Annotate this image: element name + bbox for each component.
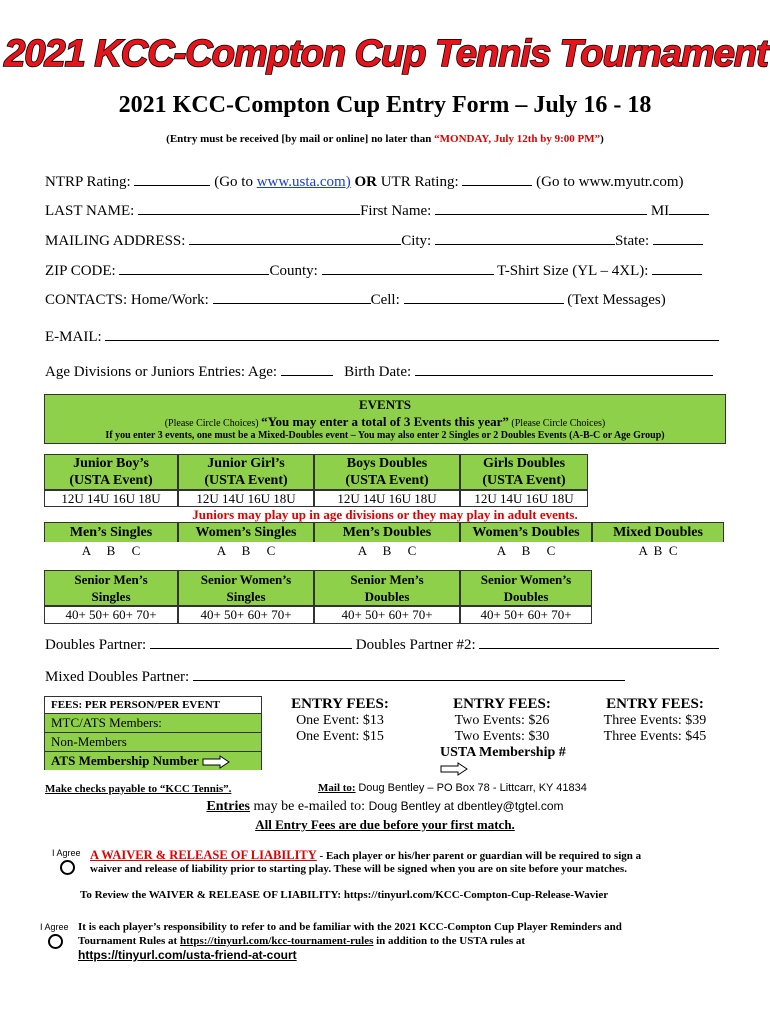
agree-label-1: I Agree xyxy=(52,848,81,858)
junior-event-subtitle: (USTA Event) xyxy=(482,473,566,488)
agree-checkbox-2[interactable] xyxy=(48,934,63,949)
senior-age-options[interactable]: 40+ 50+ 60+ 70+ xyxy=(460,606,592,624)
last-name-field[interactable] xyxy=(138,201,360,215)
senior-event-subtitle: Doubles xyxy=(364,589,410,604)
senior-age-options[interactable]: 40+ 50+ 60+ 70+ xyxy=(44,606,178,624)
city-field[interactable] xyxy=(435,231,615,245)
adult-level-options[interactable]: A B C xyxy=(314,542,460,559)
junior-age-options[interactable]: 12U 14U 16U 18U xyxy=(44,490,178,507)
banner-text: 2021 KCC-Compton Cup Tennis Tournament xyxy=(4,33,768,75)
junior-event-subtitle: (USTA Event) xyxy=(204,473,288,488)
arrow-right-icon xyxy=(202,755,230,769)
age-field[interactable] xyxy=(281,362,333,376)
email-field[interactable] xyxy=(105,327,719,341)
name-line: LAST NAME: First Name: MI xyxy=(45,201,709,220)
senior-event-title: Senior Women’s xyxy=(200,572,292,587)
email-line: E-MAIL: xyxy=(45,327,719,346)
agree-label-2: I Agree xyxy=(40,922,69,932)
mixed-partner-line: Mixed Doubles Partner: xyxy=(45,667,625,686)
junior-event-title: Junior Boy’s xyxy=(73,456,149,471)
contacts-line: CONTACTS: Home/Work: Cell: (Text Messages) xyxy=(45,292,666,308)
adult-event-header: Men’s Doubles xyxy=(314,522,460,542)
senior-event-title: Senior Men’s xyxy=(350,572,424,587)
address-line: MAILING ADDRESS: City: State: xyxy=(45,231,703,250)
entries-email: Entries may be e-mailed to: Doug Bentley at dbentley@tgtel.com xyxy=(206,799,564,814)
events-header: EVENTS (Please Circle Choices) “You may enter a total of 3 Events this year” (Please Circle Choices) If you enter 3 events, one must be a Mixed-Doubles event – You may also enter 2 Singles or 2 Doubles Events (A-B-C or Age Group) xyxy=(44,394,726,444)
junior-event-subtitle: (USTA Event) xyxy=(345,473,429,488)
senior-event-title: Senior Men’s xyxy=(74,572,148,587)
partners-line: Doubles Partner: Doubles Partner #2: xyxy=(45,635,719,654)
adult-event-header: Mixed Doubles xyxy=(592,522,724,542)
agree-checkbox-1[interactable] xyxy=(60,860,75,875)
senior-event-title: Senior Women’s xyxy=(480,572,572,587)
fees-col-3: ENTRY FEES: Three Events: $39 Three Events: $45 xyxy=(603,696,707,744)
fees-due-note: All Entry Fees are due before your first match. xyxy=(255,817,515,832)
junior-age-options[interactable]: 12U 14U 16U 18U xyxy=(460,490,588,507)
doubles-partner-2-field[interactable] xyxy=(479,635,719,649)
birth-date-field[interactable] xyxy=(415,362,713,376)
ntrp-line: NTRP Rating: (Go to www.usta.com) OR UTR Rating: (Go to www.myutr.com) xyxy=(45,174,684,190)
first-name-field[interactable] xyxy=(435,201,647,215)
junior-event-header xyxy=(460,454,588,490)
usta-rules-link[interactable]: https://tinyurl.com/usta-friend-at-court xyxy=(78,948,297,962)
senior-event-header xyxy=(314,570,460,606)
junior-event-header xyxy=(178,454,314,490)
ntrp-field[interactable] xyxy=(134,172,210,186)
usta-link[interactable]: www.usta.com) xyxy=(256,174,351,190)
address-field[interactable] xyxy=(189,231,401,245)
waiver-text: A WAIVER & RELEASE OF LIABILITY - Each player or his/her parent or guardian will be required to sign a waiver and release of liability prior to starting play. These will be signed when you are on site before your matches. xyxy=(90,848,642,875)
mi-field[interactable] xyxy=(669,201,709,215)
senior-event-header xyxy=(44,570,178,606)
age-line: Age Divisions or Juniors Entries: Age: Birth Date: xyxy=(45,362,713,381)
junior-event-header xyxy=(314,454,460,490)
payable-note: Make checks payable to “KCC Tennis”. xyxy=(45,783,232,795)
adult-level-options[interactable]: A B C xyxy=(592,542,724,559)
state-field[interactable] xyxy=(653,231,703,245)
deadline-note: (Entry must be received [by mail or online] no later than “MONDAY, July 12th by 9:00 PM”) xyxy=(166,133,604,145)
adult-level-options[interactable]: A B C xyxy=(178,542,314,559)
doubles-partner-field[interactable] xyxy=(150,635,352,649)
fees-col-2: ENTRY FEES: Two Events: $26 Two Events: $30 USTA Membership # xyxy=(418,696,586,768)
senior-age-options[interactable]: 40+ 50+ 60+ 70+ xyxy=(178,606,314,624)
adult-event-header: Women’s Singles xyxy=(178,522,314,542)
tshirt-field[interactable] xyxy=(652,261,702,275)
senior-event-header xyxy=(460,570,592,606)
senior-event-subtitle: Singles xyxy=(91,589,131,604)
senior-event-subtitle: Singles xyxy=(226,589,266,604)
adult-level-options[interactable]: A B C xyxy=(44,542,178,559)
cell-field[interactable] xyxy=(404,290,564,304)
junior-age-options[interactable]: 12U 14U 16U 18U xyxy=(314,490,460,507)
zip-field[interactable] xyxy=(119,261,269,275)
home-phone-field[interactable] xyxy=(213,290,371,304)
junior-event-subtitle: (USTA Event) xyxy=(69,473,153,488)
senior-age-options[interactable]: 40+ 50+ 60+ 70+ xyxy=(314,606,460,624)
junior-event-title: Boys Doubles xyxy=(346,456,428,471)
utr-field[interactable] xyxy=(462,172,532,186)
adult-event-header: Men’s Singles xyxy=(44,522,178,542)
adult-level-options[interactable]: A B C xyxy=(460,542,592,559)
rules-text: It is each player’s responsibility to refer to and be familiar with the 2021 KCC-Compton Cup Player Reminders and Tournament Rules at https://tinyurl.com/kcc-tournament-rules in addition to the USTA rules at https://tinyurl.com/usta-friend-at-court xyxy=(78,921,622,962)
junior-age-options[interactable]: 12U 14U 16U 18U xyxy=(178,490,314,507)
juniors-note: Juniors may play up in age divisions or they may play in adult events. xyxy=(192,507,578,522)
tournament-banner xyxy=(4,24,768,80)
zip-line: ZIP CODE: County: T-Shirt Size (YL – 4XL): xyxy=(45,261,702,280)
mail-to: Mail to: Doug Bentley – PO Box 78 - Littcarr, KY 41834 xyxy=(318,782,587,794)
waiver-review-link[interactable]: To Review the WAIVER & RELEASE OF LIABILITY: https://tinyurl.com/KCC-Compton-Cup-Release-Wavier xyxy=(80,889,609,901)
adult-event-header: Women’s Doubles xyxy=(460,522,592,542)
junior-event-title: Junior Girl’s xyxy=(207,456,285,471)
arrow-right-icon xyxy=(440,762,468,776)
mixed-partner-field[interactable] xyxy=(193,667,625,681)
junior-event-header xyxy=(44,454,178,490)
senior-event-subtitle: Doubles xyxy=(503,589,549,604)
rules-link[interactable]: https://tinyurl.com/kcc-tournament-rules xyxy=(179,935,374,947)
fees-col-1: ENTRY FEES: One Event: $13 One Event: $15 xyxy=(262,696,418,752)
fees-box: FEES: PER PERSON/PER EVENT MTC/ATS Members: Non-Members ATS Membership Number xyxy=(44,696,262,770)
junior-event-title: Girls Doubles xyxy=(482,456,566,471)
county-field[interactable] xyxy=(322,261,494,275)
senior-event-header xyxy=(178,570,314,606)
page-title: 2021 KCC-Compton Cup Entry Form – July 16 - 18 xyxy=(118,92,652,118)
